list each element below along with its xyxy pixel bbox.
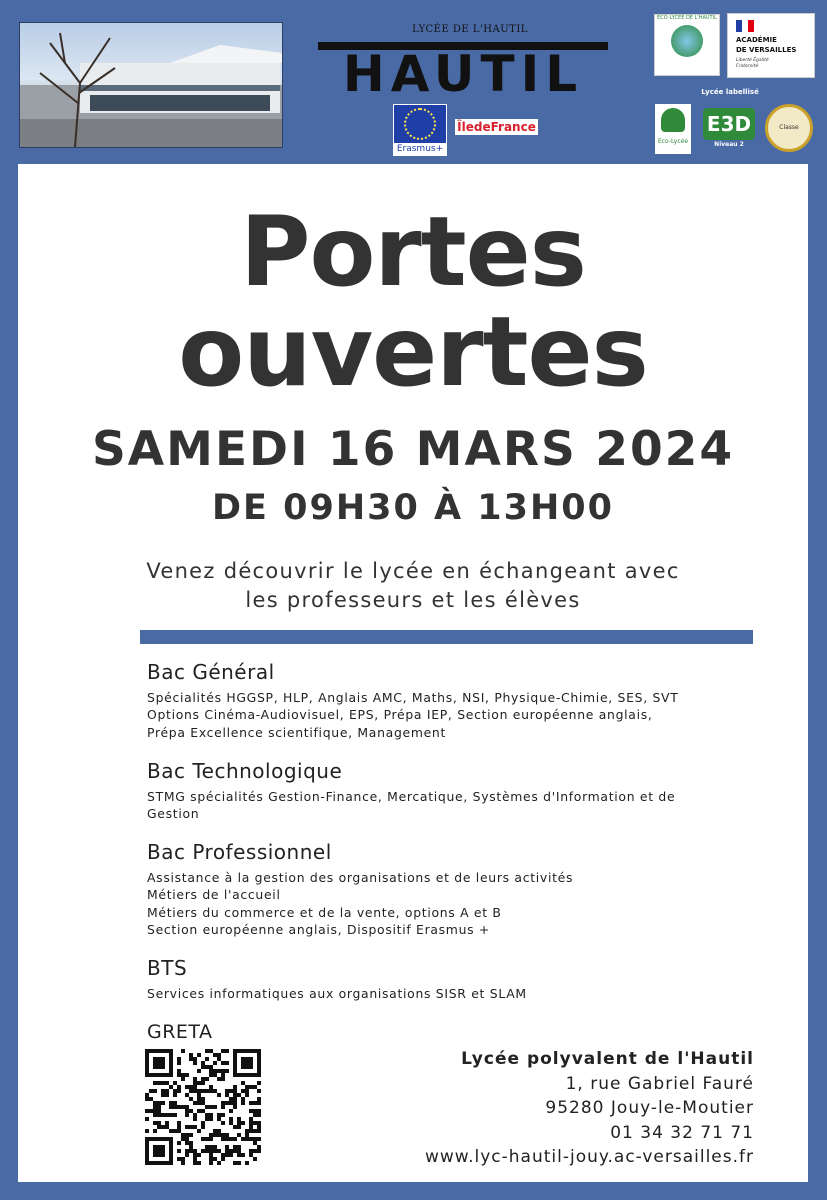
academie-line2: DE VERSAILLES xyxy=(736,46,797,54)
building-illustration xyxy=(20,23,282,147)
academie-line1: ACADÉMIE xyxy=(736,36,777,44)
greta-label: GRETA xyxy=(147,1021,213,1043)
section-line: Gestion xyxy=(147,806,200,822)
school-name-label: LYCÉE DE L'HAUTIL xyxy=(412,24,528,35)
eu-flag-icon xyxy=(393,104,447,144)
section-bts xyxy=(147,956,747,1002)
section-bac-general xyxy=(147,660,747,741)
section-line: Services informatiques aux organisations SISR et SLAM xyxy=(147,986,527,1001)
erasmus-label: Erasmus+ xyxy=(393,143,447,156)
contact-website[interactable]: www.lyc-hautil-jouy.ac-versailles.fr xyxy=(424,1147,754,1167)
academie-versailles-logo xyxy=(727,13,815,78)
main-panel xyxy=(18,164,808,1182)
school-building-photo xyxy=(19,22,283,148)
intro-line1: Venez découvrir le lycée en échangeant avec xyxy=(146,559,680,583)
poster-header xyxy=(0,0,827,158)
section-line: Métiers du commerce et de la vente, options A et B xyxy=(147,904,502,920)
section-line: Prépa Excellence scientifique, Management xyxy=(147,724,447,740)
classe-medias-badge: Classe xyxy=(765,104,813,152)
ecolycee-label: Eco-Lycée xyxy=(657,138,689,145)
e3d-badge: E3D xyxy=(703,108,755,140)
academie-motto: Liberté Égalité Fraternité xyxy=(736,58,769,69)
eco-logo-text: ECO-LYCÉE DE L'HAUTIL xyxy=(657,15,717,21)
contact-city: 95280 Jouy-le-Moutier xyxy=(545,1098,754,1118)
iledefrance-logo: ÎledeFrance xyxy=(455,119,538,135)
section-line: STMG spécialités Gestion-Finance, Mercatique, Systèmes d'Information et de xyxy=(147,789,676,804)
contact-phone: 01 34 32 71 71 xyxy=(610,1122,754,1143)
section-line: Assistance à la gestion des organisations et de leurs activités xyxy=(147,870,574,885)
section-bac-professionnel xyxy=(147,840,747,939)
section-line: Options Cinéma-Audiovisuel, EPS, Prépa IEP, Section européenne anglais, xyxy=(147,707,653,723)
section-divider xyxy=(140,630,753,644)
globe-icon xyxy=(671,25,703,57)
qr-code[interactable] xyxy=(145,1049,261,1165)
intro-line2: les professeurs et les élèves xyxy=(245,588,581,612)
section-line: Métiers de l'accueil xyxy=(147,887,281,903)
hautil-logo: HAUTIL xyxy=(342,45,584,103)
tree-icon xyxy=(661,108,685,132)
eco-lycee-hautil-logo xyxy=(654,14,720,76)
e3d-level-label: Niveau 2 xyxy=(714,141,744,148)
section-line: Spécialités HGGSP, HLP, Anglais AMC, Maths, NSI, Physique-Chimie, SES, SVT xyxy=(147,690,679,705)
title-line1: Portes xyxy=(240,196,586,308)
french-flag-icon xyxy=(736,20,754,32)
event-time: DE 09H30 À 13H00 xyxy=(211,488,614,528)
label-heading: Lycée labellisé xyxy=(701,88,759,96)
qr-code-icon xyxy=(145,1049,261,1165)
section-title: Bac Général xyxy=(147,660,275,684)
section-line: Section européenne anglais, Dispositif Erasmus + xyxy=(147,922,491,938)
section-title: Bac Technologique xyxy=(147,759,343,783)
event-date: SAMEDI 16 MARS 2024 xyxy=(91,422,735,477)
section-bac-technologique xyxy=(147,759,747,823)
contact-name: Lycée polyvalent de l'Hautil xyxy=(461,1049,754,1069)
ecolycee-badge xyxy=(655,104,691,154)
contact-street: 1, rue Gabriel Fauré xyxy=(565,1073,754,1094)
section-title: Bac Professionnel xyxy=(147,840,332,864)
contact-block xyxy=(425,1047,754,1170)
title-line2: ouvertes xyxy=(178,296,648,408)
section-title: BTS xyxy=(147,956,188,980)
